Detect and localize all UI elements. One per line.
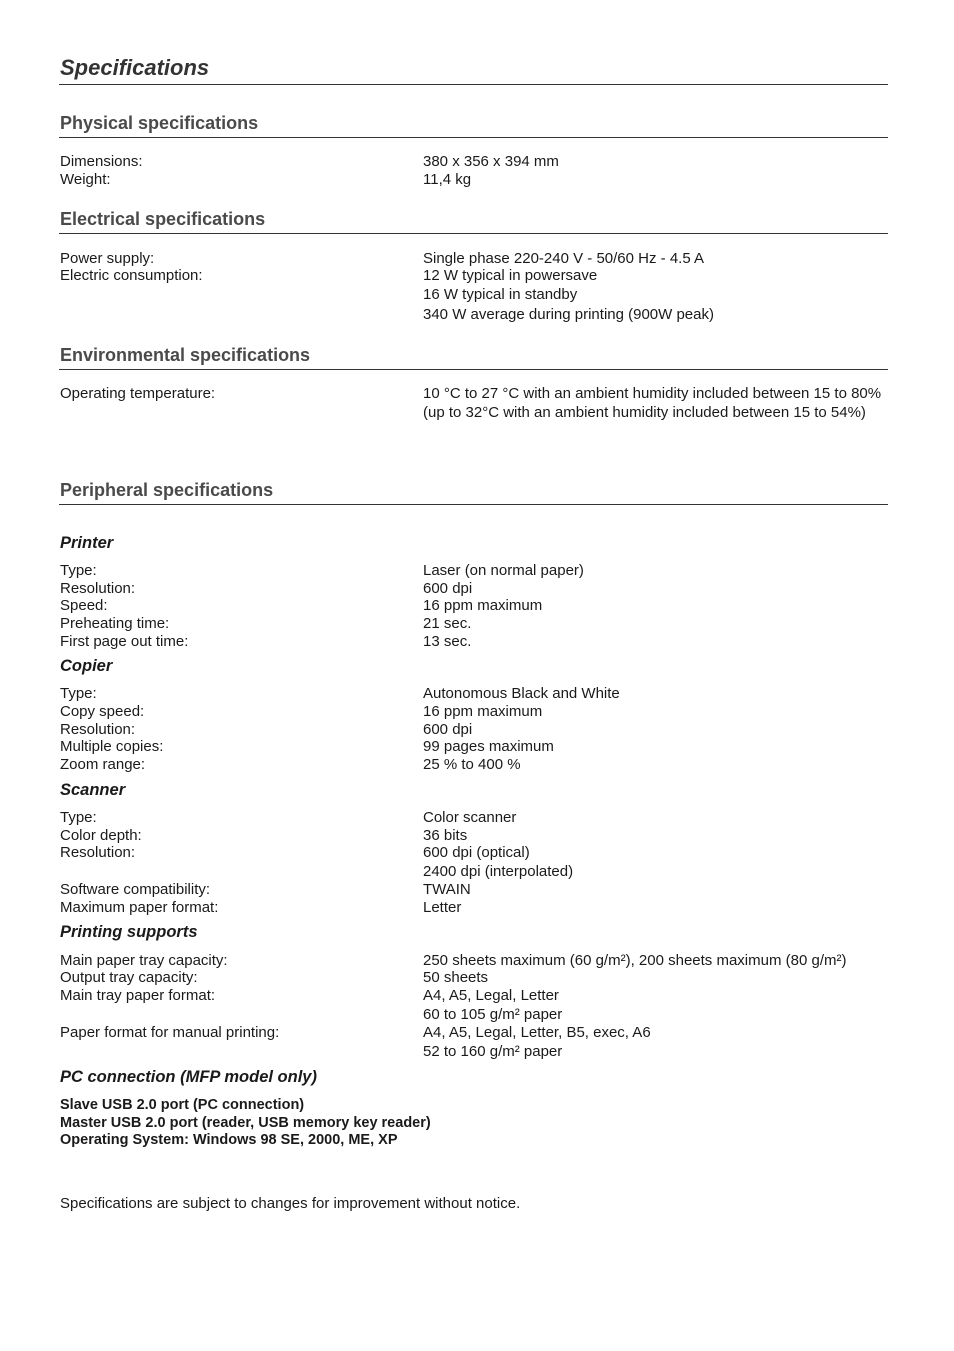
copier-type-value: Autonomous Black and White [423,685,620,702]
printer-firstpage-value: 13 sec. [423,633,472,650]
electrical-divider [59,233,888,234]
scanner-resolution-label: Resolution: [60,844,136,861]
weight-value: 11,4 kg [423,171,472,188]
peripheral-divider [59,504,888,505]
page-title: Specifications [60,55,210,80]
copier-copies-value: 99 pages maximum [423,738,554,755]
physical-heading: Physical specifications [60,113,259,133]
scanner-type-value: Color scanner [423,809,517,826]
scanner-depth-label: Color depth: [60,827,142,844]
scanner-software-value: TWAIN [423,881,471,898]
peripheral-heading: Peripheral specifications [60,480,274,500]
scanner-depth-value: 36 bits [423,827,468,844]
copier-resolution-value: 600 dpi [423,721,473,738]
copier-speed-label: Copy speed: [60,703,145,720]
main-tray-capacity-label: Main paper tray capacity: [60,952,228,969]
power-supply-value: Single phase 220-240 V - 50/60 Hz - 4.5 A [423,250,705,267]
environmental-heading: Environmental specifications [60,345,311,365]
pc-master-usb: Master USB 2.0 port (reader, USB memory key reader) [60,1115,431,1131]
manual-format-label: Paper format for manual printing: [60,1024,280,1041]
printer-heading: Printer [60,534,114,552]
consumption-powersave: 12 W typical in powersave [423,267,598,284]
printer-preheat-label: Preheating time: [60,615,170,632]
copier-resolution-label: Resolution: [60,721,136,738]
consumption-printing: 340 W average during printing (900W peak) [423,306,714,323]
manual-format-value: A4, A5, Legal, Letter, B5, exec, A6 [423,1024,651,1041]
temperature-value: 10 °C to 27 °C with an ambient humidity included between 15 to 80% (up to 32°C with an ambient humidity included between 15 to 54%) [423,385,882,421]
title-divider [59,84,888,85]
printer-preheat-value: 21 sec. [423,615,472,632]
output-tray-label: Output tray capacity: [60,969,198,986]
printer-resolution-value: 600 dpi [423,580,473,597]
dimensions-label: Dimensions: [60,153,143,170]
copier-speed-value: 16 ppm maximum [423,703,543,720]
output-tray-value: 50 sheets [423,969,489,986]
power-supply-label: Power supply: [60,250,155,267]
printer-type-label: Type: [60,562,97,579]
main-tray-capacity-value: 250 sheets maximum (60 g/m²), 200 sheets maximum (80 g/m²) [423,952,847,969]
consumption-label: Electric consumption: [60,267,203,284]
printer-resolution-label: Resolution: [60,580,136,597]
temperature-label: Operating temperature: [60,385,216,402]
copier-heading: Copier [60,657,113,675]
physical-divider [59,137,888,138]
copier-copies-label: Multiple copies: [60,738,164,755]
printer-speed-value: 16 ppm maximum [423,597,543,614]
copier-zoom-label: Zoom range: [60,756,146,773]
weight-label: Weight: [60,171,111,188]
dimensions-value: 380 x 356 x 394 mm [423,153,559,170]
pc-slave-usb: Slave USB 2.0 port (PC connection) [60,1097,305,1113]
scanner-software-label: Software compatibility: [60,881,211,898]
manual-weight-value: 52 to 160 g/m² paper [423,1043,563,1060]
printer-firstpage-label: First page out time: [60,633,189,650]
printer-type-value: Laser (on normal paper) [423,562,584,579]
electrical-heading: Electrical specifications [60,209,266,229]
copier-type-label: Type: [60,685,97,702]
consumption-standby: 16 W typical in standby [423,286,578,303]
footer-note: Specifications are subject to changes for improvement without notice. [60,1195,521,1212]
pc-operating-system: Operating System: Windows 98 SE, 2000, ME, XP [60,1132,398,1148]
scanner-format-value: Letter [423,899,462,916]
scanner-interpolated-value: 2400 dpi (interpolated) [423,863,574,880]
scanner-heading: Scanner [60,781,126,799]
copier-zoom-value: 25 % to 400 % [423,756,521,773]
main-tray-format-label: Main tray paper format: [60,987,216,1004]
scanner-format-label: Maximum paper format: [60,899,219,916]
printer-speed-label: Speed: [60,597,108,614]
scanner-resolution-value: 600 dpi (optical) [423,844,530,861]
main-tray-format-value: A4, A5, Legal, Letter [423,987,559,1004]
environmental-divider [59,369,888,370]
scanner-type-label: Type: [60,809,97,826]
pc-connection-heading: PC connection (MFP model only) [60,1068,317,1086]
main-tray-weight-value: 60 to 105 g/m² paper [423,1006,563,1023]
supports-heading: Printing supports [60,923,198,941]
